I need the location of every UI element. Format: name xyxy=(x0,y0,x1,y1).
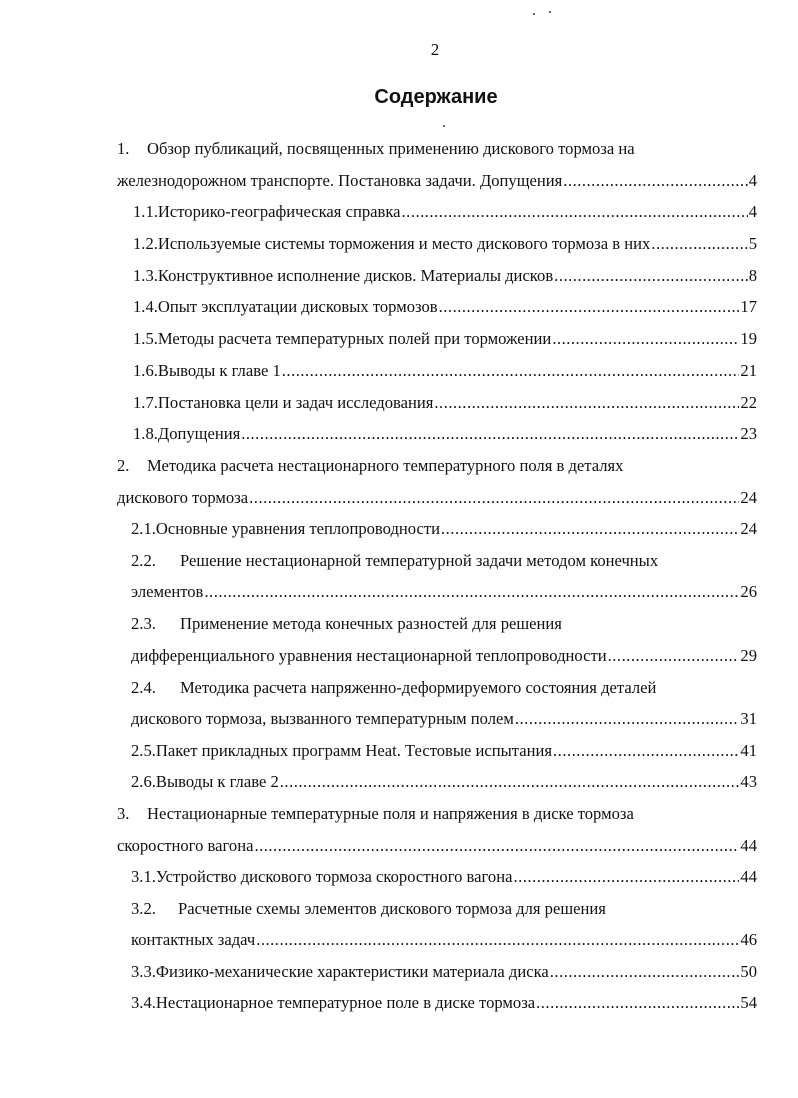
dot-leader xyxy=(515,708,740,730)
toc-entry-1-1: 1.1. Историко-географическая справка ..... 4 xyxy=(133,201,757,223)
toc-entry-2-2-line2: элементов ..... 26 xyxy=(131,581,757,603)
toc-chapter-1-line2: железнодорожном транспорте. Постановка задачи. Допущения ..... 4 xyxy=(117,170,757,192)
scan-speck xyxy=(549,11,551,13)
dot-leader xyxy=(536,992,739,1014)
toc-entry-3-1: 3.1. Устройство дискового тормоза скоростного вагона ..... 44 xyxy=(131,866,757,888)
dot-leader xyxy=(402,201,748,223)
toc-chapter-3-line1: 3. Нестационарные температурные поля и напряжения в диске тормоза xyxy=(117,804,634,823)
dot-leader xyxy=(513,866,739,888)
toc-entry-1-6: 1.6. Выводы к главе 1 ..... 21 xyxy=(133,360,757,382)
toc-entry-2-4-line2: дискового тормоза, вызванного температурным полем ..... 31 xyxy=(131,708,757,730)
dot-leader xyxy=(441,518,739,540)
dot-leader xyxy=(256,929,739,951)
toc-entry-3-2-line1: 3.2. Расчетные схемы элементов дискового тормоза для решения xyxy=(131,899,606,918)
dot-leader xyxy=(204,581,739,603)
dot-leader xyxy=(280,771,740,793)
toc-entry-1-2: 1.2. Используемые системы торможения и место дискового тормоза в них ..... 5 xyxy=(133,233,757,255)
toc-entry-3-4: 3.4. Нестационарное температурное поле в диске тормоза ..... 54 xyxy=(131,992,757,1014)
toc-entry-2-2-line1: 2.2. Решение нестационарной температурной задачи методом конечных xyxy=(131,551,659,570)
toc-entry-2-1: 2.1. Основные уравнения теплопроводности ..... 24 xyxy=(131,518,757,540)
toc-entry-1-8: 1.8. Допущения ..... 23 xyxy=(133,423,757,445)
dot-leader xyxy=(254,835,739,857)
dot-leader xyxy=(241,423,739,445)
toc-entry-1-5: 1.5. Методы расчета температурных полей при торможении ..... 19 xyxy=(133,328,757,350)
toc-chapter-2-line1: 2. Методика расчета нестационарного температурного поля в деталях xyxy=(117,456,624,475)
dot-leader xyxy=(439,296,740,318)
dot-leader xyxy=(608,645,740,667)
toc-entry-3-2-line2: контактных задач ..... 46 xyxy=(131,929,757,951)
dot-leader xyxy=(554,265,748,287)
scan-speck xyxy=(533,13,535,15)
toc-entry-2-4-line1: 2.4. Методика расчета напряженно-деформируемого состояния деталей xyxy=(131,678,657,697)
toc-entry-1-4: 1.4. Опыт эксплуатации дисковых тормозов ..... 17 xyxy=(133,296,757,318)
scan-speck xyxy=(443,125,445,127)
dot-leader xyxy=(550,961,740,983)
toc-chapter-2-line2: дискового тормоза ..... 24 xyxy=(117,487,757,509)
toc-entry-2-5: 2.5. Пакет прикладных программ Heat. Тестовые испытания ..... 41 xyxy=(131,740,757,762)
toc-entry-3-3: 3.3. Физико-механические характеристики материала диска ..... 50 xyxy=(131,961,757,983)
toc-chapter-1-line1: 1. Обзор публикаций, посвященных применению дискового тормоза на xyxy=(117,139,635,158)
page-number: 2 xyxy=(430,40,440,59)
dot-leader xyxy=(563,170,747,192)
toc-entry-2-6: 2.6. Выводы к главе 2 ..... 43 xyxy=(131,771,757,793)
dot-leader xyxy=(552,328,739,350)
toc-entry-1-7: 1.7. Постановка цели и задач исследования ..... 22 xyxy=(133,392,757,414)
dot-leader xyxy=(282,360,740,382)
toc-entry-1-3: 1.3. Конструктивное исполнение дисков. Материалы дисков ..... 8 xyxy=(133,265,757,287)
dot-leader xyxy=(249,487,739,509)
page-title: Содержание xyxy=(374,86,498,108)
dot-leader xyxy=(434,392,739,414)
dot-leader xyxy=(553,740,739,762)
toc-entry-2-3-line2: дифференциального уравнения нестационарной теплопроводности ..... 29 xyxy=(131,645,757,667)
toc-chapter-3-line2: скоростного вагона ..... 44 xyxy=(117,835,757,857)
toc-entry-2-3-line1: 2.3. Применение метода конечных разностей для решения xyxy=(131,614,562,633)
dot-leader xyxy=(651,233,747,255)
